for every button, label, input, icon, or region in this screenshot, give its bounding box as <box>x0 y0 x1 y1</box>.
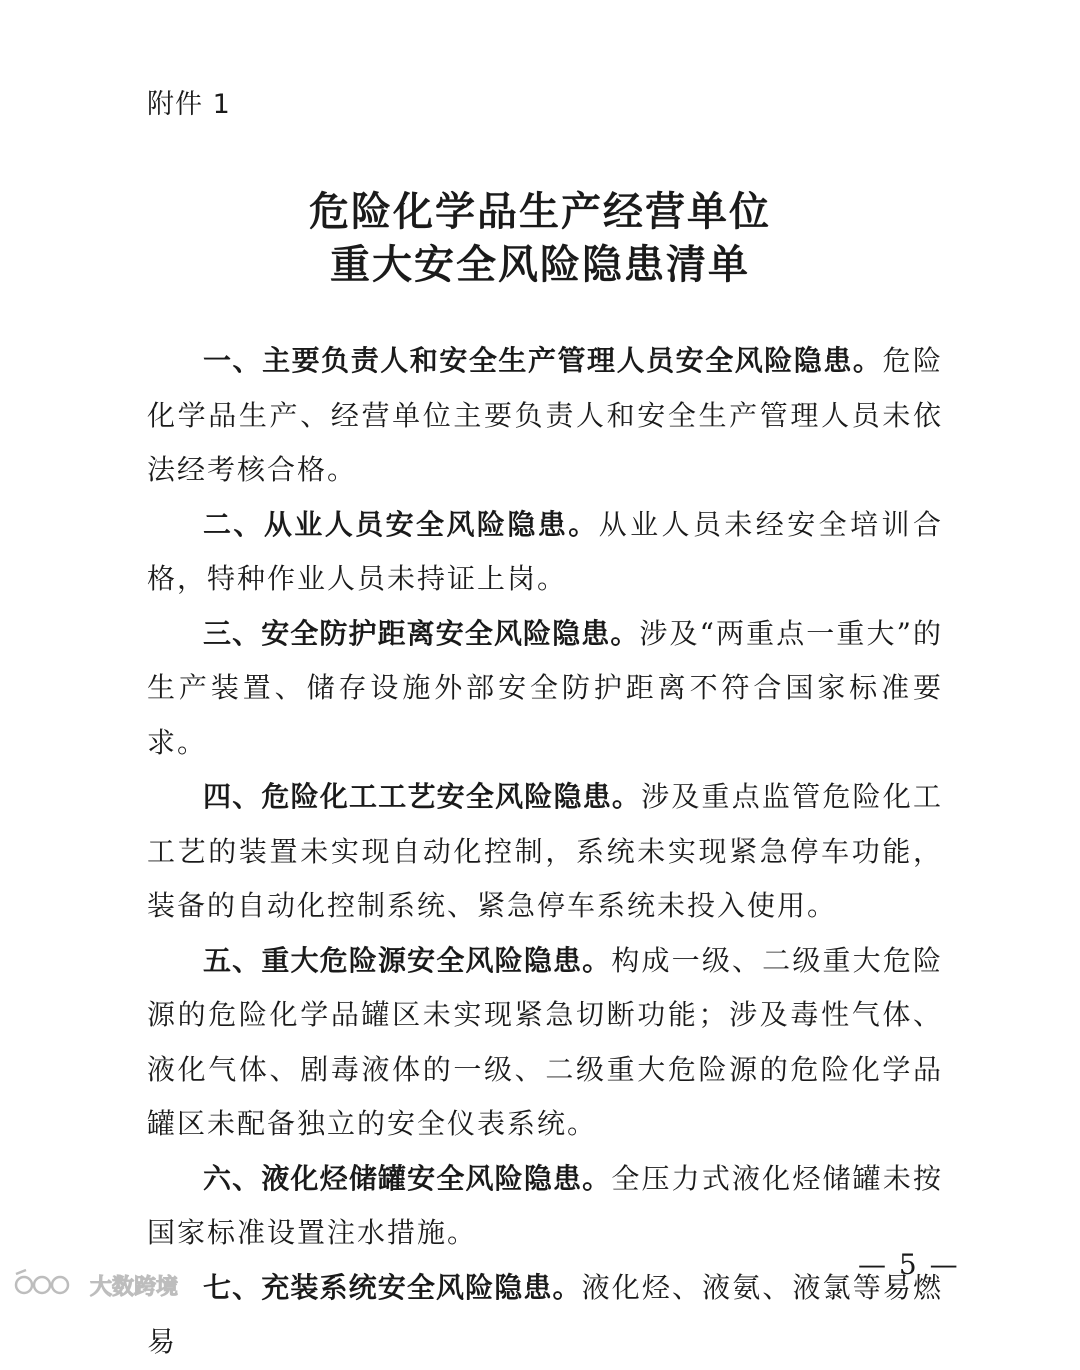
item-text: 液化烃、液氨、液氯等易燃易 <box>147 1270 943 1358</box>
list-item <box>147 770 943 934</box>
item-heading: 一、主要负责人和安全生产管理人员安全风险隐患。 <box>203 344 883 377</box>
list-item <box>147 1152 943 1261</box>
item-text: 涉及重点监管危险化工工艺的装置未实现自动化控制，系统未实现紧急停车功能，装备的自动化控制系统、紧急停车系统未投入使用。 <box>147 780 943 922</box>
item-heading: 六、液化烃储罐安全风险隐患。 <box>203 1161 612 1195</box>
item-text: 危险化学品生产、经营单位主要负责人和安全生产管理人员未依法经考核合格。 <box>147 344 943 486</box>
document-body <box>147 334 943 1370</box>
item-heading: 二、从业人员安全风险隐患。 <box>203 507 599 541</box>
list-item <box>147 1261 943 1370</box>
document-title-line-1: 危险化学品生产经营单位 <box>309 189 771 235</box>
list-item <box>147 498 943 607</box>
item-heading: 七、充装系统安全风险隐患。 <box>203 1270 582 1304</box>
item-text: 全压力式液化烃储罐未按国家标准设置注水措施。 <box>147 1161 943 1249</box>
watermark-text: 大数跨境 <box>90 1274 179 1300</box>
document-title-line-2: 重大安全风险隐患清单 <box>330 242 750 288</box>
item-text: 涉及“两重点一重大”的生产装置、储存设施外部安全防护距离不符合国家标准要求。 <box>147 616 943 759</box>
watermark <box>12 1268 178 1302</box>
item-text: 从业人员未经安全培训合格，特种作业人员未持证上岗。 <box>147 507 943 595</box>
item-heading: 五、重大危险源安全风险隐患。 <box>203 943 612 977</box>
page-number: — 5 — <box>858 1248 960 1281</box>
item-text: 构成一级、二级重大危险源的危险化学品罐区未实现紧急切断功能；涉及毒性气体、液化气体、剧毒液体的一级、二级重大危险源的危险化学品罐区未配备独立的安全仪表系统。 <box>147 943 943 1140</box>
list-item <box>147 334 943 498</box>
list-item <box>147 934 943 1152</box>
watermark-logo-icon <box>12 1268 84 1302</box>
item-heading: 四、危险化工工艺安全风险隐患。 <box>203 780 642 813</box>
attachment-label: 附件 1 <box>147 89 231 120</box>
list-item <box>147 607 943 771</box>
item-heading: 三、安全防护距离安全风险隐患。 <box>203 616 640 650</box>
